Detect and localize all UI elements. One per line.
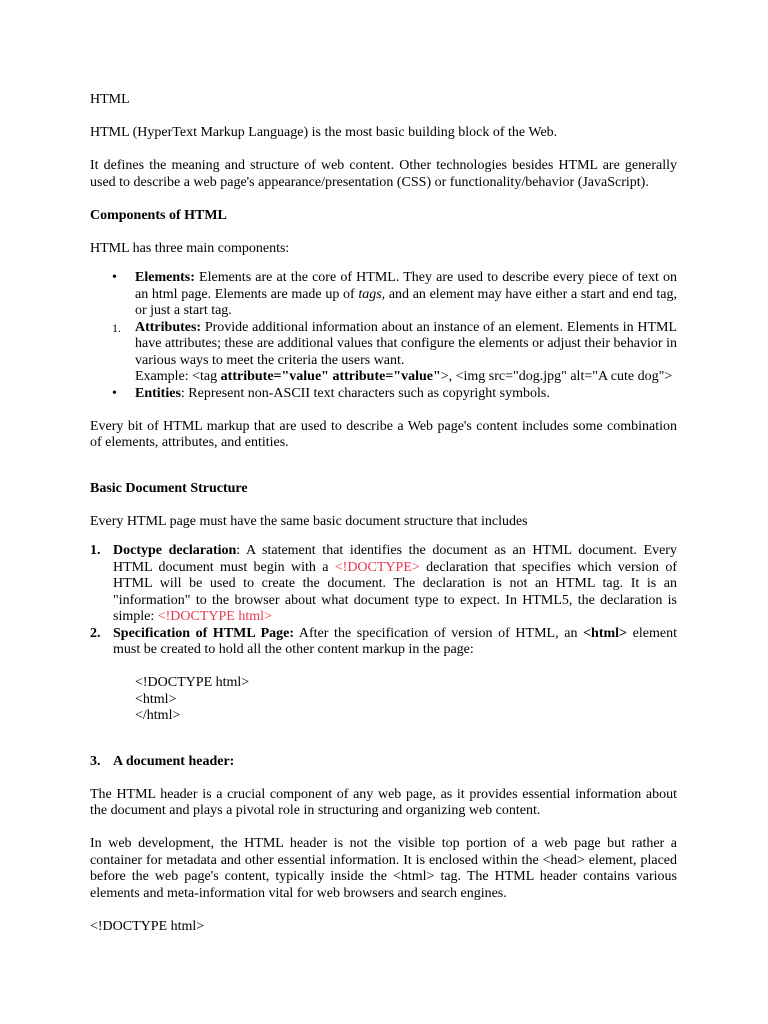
list-item-document-header — [90, 754, 677, 771]
attributes-example: Example: <tag attribute="value" attribute="value">, <img src="dog.jpg" alt="A cute dog"> — [135, 369, 673, 384]
list-item-entities: • Entities: Represent non-ASCII text characters such as copyright symbols. — [112, 385, 550, 401]
list-item-doctype: 1. Doctype declaration: A statement that identifies the document as an HTML document. Every HTML document must begin with a <!DOCTYPE> declaration that specifies which version of HTML will be used to create the document. The declaration is not an HTML tag. It is an "information" to the browser about what document type to expect. In HTML5, the declaration is simple: <!DOCTYPE html> — [90, 543, 677, 624]
bullet-marker: • — [112, 270, 117, 285]
final-doctype-line: <!DOCTYPE html> — [90, 918, 205, 934]
list-item-elements: • Elements: Elements are at the core of HTML. They are used to describe every piece of text on an html page. Elements are made up of tags, and an element may have either a start and end tag, or just a start tag. — [112, 270, 677, 318]
code-line: <!DOCTYPE html> — [135, 675, 250, 690]
number-marker: 1. — [112, 320, 121, 335]
doctype-html-highlight: <!DOCTYPE html> — [157, 609, 272, 624]
list-item-specification: 2. Specification of HTML Page: After the specification of version of HTML, an <html> element must be created to hold all the other content markup in the page: — [90, 625, 677, 657]
term-specification: Specification of HTML Page: — [113, 625, 295, 641]
components-lead: HTML has three main components: — [90, 240, 290, 256]
code-line: <html> — [135, 691, 177, 707]
term-doctype: Doctype declaration — [113, 543, 237, 558]
header-paragraph-2: In web development, the HTML header is not the visible top portion of a web page but rather a container for metadata and other essential information. It is enclosed within the <head> element, placed before the web page's content, typically inside the <html> tag. The HTML header contains various elements and meta-information vital for web browsers and search engines. — [90, 836, 677, 901]
html-tag-bold: <html> — [583, 625, 628, 641]
code-line: </html> — [135, 708, 181, 723]
term-document-header: A document header: — [113, 753, 235, 769]
components-summary: Every bit of HTML markup that are used to describe a Web page's content includes some combination of elements, attributes, and entities. — [90, 418, 677, 450]
tags-emphasis: tags — [358, 286, 382, 302]
components-list — [90, 270, 677, 402]
structure-heading: Basic Document Structure — [90, 480, 248, 496]
document-page — [90, 92, 677, 935]
number-marker: 2. — [90, 625, 101, 641]
term-entities: Entities — [135, 385, 181, 401]
number-marker: 1. — [90, 543, 101, 558]
structure-list-continued — [90, 754, 677, 771]
number-marker: 3. — [90, 753, 101, 769]
components-heading: Components of HTML — [90, 207, 227, 223]
doctype-highlight: <!DOCTYPE> — [334, 559, 420, 575]
intro-paragraph: HTML (HyperText Markup Language) is the most basic building block of the Web. — [90, 125, 558, 140]
term-attributes: Attributes: — [135, 319, 202, 335]
code-example — [90, 675, 677, 725]
definition-paragraph: It defines the meaning and structure of web content. Other technologies besides HTML are generally used to describe a web page's appearance/presentation (CSS) or functionality/behavior (JavaScript). — [90, 158, 677, 190]
structure-list — [90, 543, 677, 659]
doc-title: HTML — [90, 92, 130, 107]
bullet-marker: • — [112, 385, 117, 401]
structure-lead: Every HTML page must have the same basic document structure that includes — [90, 513, 528, 529]
term-elements: Elements: — [135, 270, 195, 285]
header-paragraph-1: The HTML header is a crucial component of any web page, as it provides essential information about the document and plays a pivotal role in structuring and organizing web content. — [90, 786, 677, 818]
list-item-attributes: 1. Attributes: Provide additional information about an instance of an element. Elements in HTML have attributes; these are additional values that configure the elements or adjust their behavior in various ways to meet the criteria the users want. Example: <tag attribute="value" attribute="value">, <img src="dog.jpg" alt="A cute dog"> — [112, 319, 677, 384]
